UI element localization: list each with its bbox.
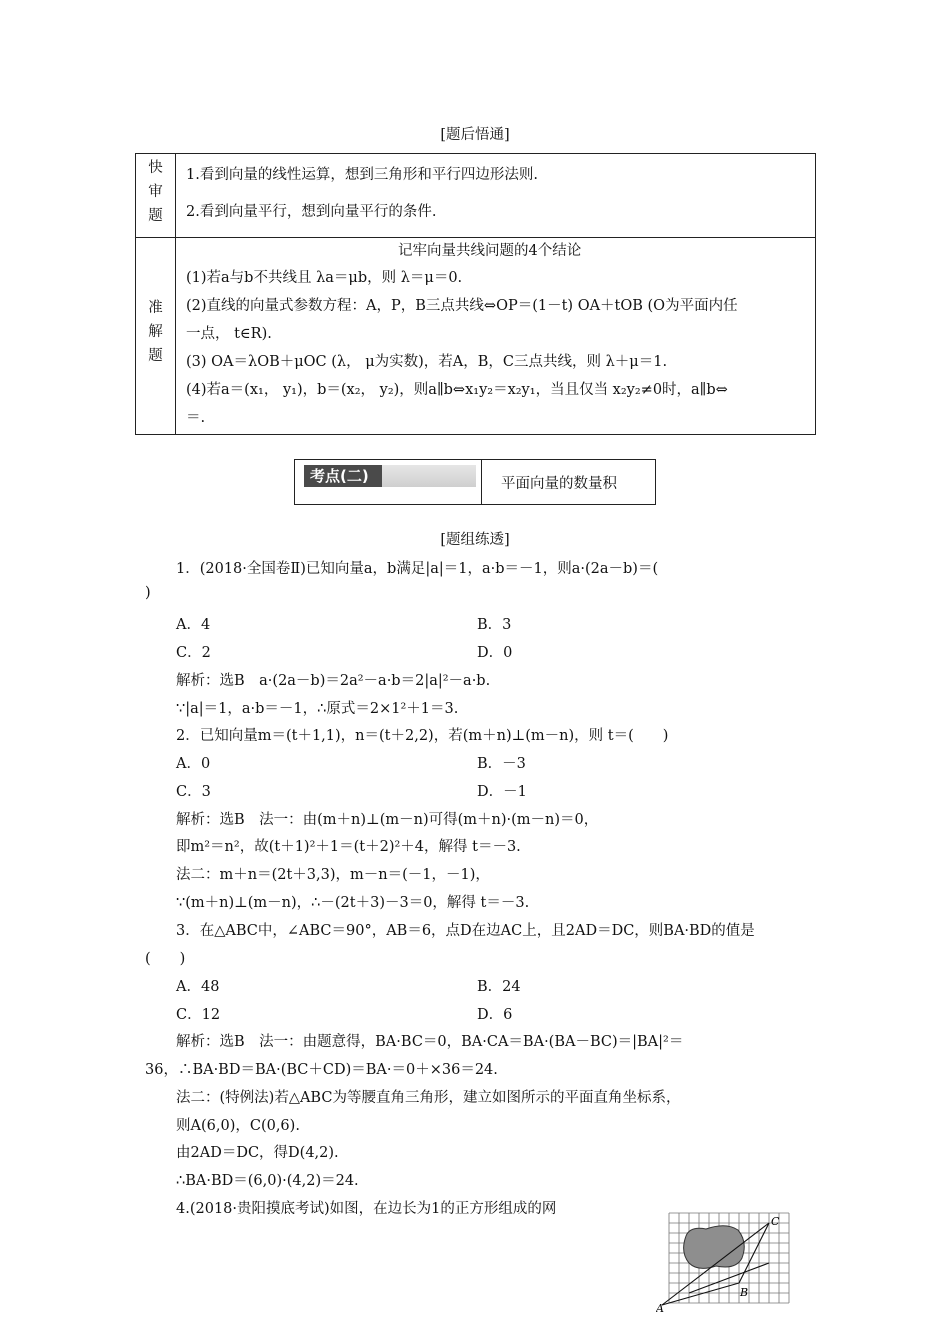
row2-line1: (1)若a与b不共线且 λa＝μb，则 λ＝μ＝0. xyxy=(186,270,463,286)
row2-line4: (3) OA＝λOB＋μOC (λ， μ为实数)，若A，B，C三点共线，则 λ＋μ＝1. xyxy=(186,354,668,370)
q3-solution-1: 解析：选B 法一：由题意得，BA·BC＝0，BA·CA＝BA·(BA－BC)＝|BA|²＝ xyxy=(176,1034,684,1050)
row2-line5: (4)若a＝(x₁， y₁)，b＝(x₂， y₂)，则a∥b⇔x₁y₂＝x₂y₁，当且仅当 x₂y₂≠0时，a∥b⇔ xyxy=(186,382,728,398)
row1-line1: 1.看到向量的线性运算，想到三角形和平行四边形法则. xyxy=(186,167,538,183)
q1-option-c: C．2 xyxy=(176,645,211,661)
q3-option-c: C．12 xyxy=(176,1007,221,1023)
blob-shape xyxy=(684,1226,745,1269)
q1-option-a: A．4 xyxy=(176,617,211,633)
q1-solution-1: 解析：选B a·(2a－b)＝2a²－a·b＝2|a|²－a·b. xyxy=(176,673,491,689)
q1-solution-2: ∵|a|＝1，a·b＝－1，∴原式＝2×1²＋1＝3. xyxy=(176,701,459,717)
q3-solution-5: 由2AD＝DC，得D(4,2). xyxy=(176,1145,339,1161)
label-b: B xyxy=(740,1286,749,1299)
row2-line6: ＝. xyxy=(186,410,206,426)
q3-option-d: D．6 xyxy=(477,1007,513,1023)
topic-badge: 考点(二) xyxy=(304,465,476,487)
q2-solution-2: 即m²＝n²，故(t＋1)²＋1＝(t＋2)²＋4，解得 t＝－3. xyxy=(176,839,521,855)
topic-title: 平面向量的数量积 xyxy=(501,476,617,492)
row1-line2: 2.看到向量平行，想到向量平行的条件. xyxy=(186,204,437,220)
row1-label: 快 审 题 xyxy=(148,160,163,224)
q3-option-b: B．24 xyxy=(477,979,521,995)
summary-title: [题后悟通] xyxy=(440,127,510,143)
grid-figure xyxy=(656,1208,792,1312)
q2-option-b: B．－3 xyxy=(477,756,526,772)
row2-line3: 一点， t∈R). xyxy=(186,326,272,342)
q3-solution-4: 则A(6,0)，C(0,6). xyxy=(176,1118,300,1134)
q2-stem: 2．已知向量m＝(t＋1,1)，n＝(t＋2,2)，若(m＋n)⊥(m－n)，则 t＝( ) xyxy=(176,728,669,744)
row2-label: 准 解 题 xyxy=(148,300,163,364)
q2-solution-3: 法二：m＋n＝(2t＋3,3)，m－n＝(－1，－1)， xyxy=(176,867,490,883)
segment-ab xyxy=(662,1283,739,1305)
q3-stem: 3．在△ABC中，∠ABC＝90°，AB＝6，点D在边AC上，且2AD＝DC，则BA·BD的值是 xyxy=(176,923,755,939)
q1-stem: 1．(2018·全国卷Ⅱ)已知向量a，b满足|a|＝1，a·b＝－1，则a·(2a－b)＝( xyxy=(176,561,659,577)
summary-table xyxy=(135,153,816,435)
row2-line2: (2)直线的向量式参数方程：A，P，B三点共线⇔OP＝(1－t) OA＋tOB (O为平面内任 xyxy=(186,298,738,314)
q3-solution-2: 36，∴BA·BD＝BA·(BC＋CD)＝BA·＝0＋×36＝24. xyxy=(145,1062,498,1078)
q2-option-c: C．3 xyxy=(176,784,211,800)
q3-solution-3: 法二：(特例法)若△ABC为等腰直角三角形，建立如图所示的平面直角坐标系， xyxy=(176,1090,681,1106)
q1-stem-end: ) xyxy=(145,585,151,601)
q2-solution-4: ∵(m＋n)⊥(m－n)，∴－(2t＋3)－3＝0，解得 t＝－3. xyxy=(176,895,530,911)
topic-box xyxy=(294,459,656,505)
q4-stem: 4.(2018·贵阳摸底考试)如图，在边长为1的正方形组成的网 xyxy=(176,1201,557,1217)
label-a: A xyxy=(656,1302,664,1312)
q2-solution-1: 解析：选B 法一：由(m＋n)⊥(m－n)可得(m＋n)·(m－n)＝0， xyxy=(176,812,599,828)
q2-option-d: D．－1 xyxy=(477,784,527,800)
q1-option-b: B．3 xyxy=(477,617,512,633)
q3-stem-end: ( ) xyxy=(145,951,186,967)
q1-option-d: D．0 xyxy=(477,645,513,661)
row2-heading: 记牢向量共线问题的4个结论 xyxy=(398,243,582,259)
label-c: C xyxy=(771,1215,780,1228)
q2-option-a: A．0 xyxy=(176,756,211,772)
practice-title: [题组练透] xyxy=(440,532,510,548)
q3-option-a: A．48 xyxy=(176,979,220,995)
q3-solution-6: ∴BA·BD＝(6,0)·(4,2)＝24. xyxy=(176,1173,359,1189)
